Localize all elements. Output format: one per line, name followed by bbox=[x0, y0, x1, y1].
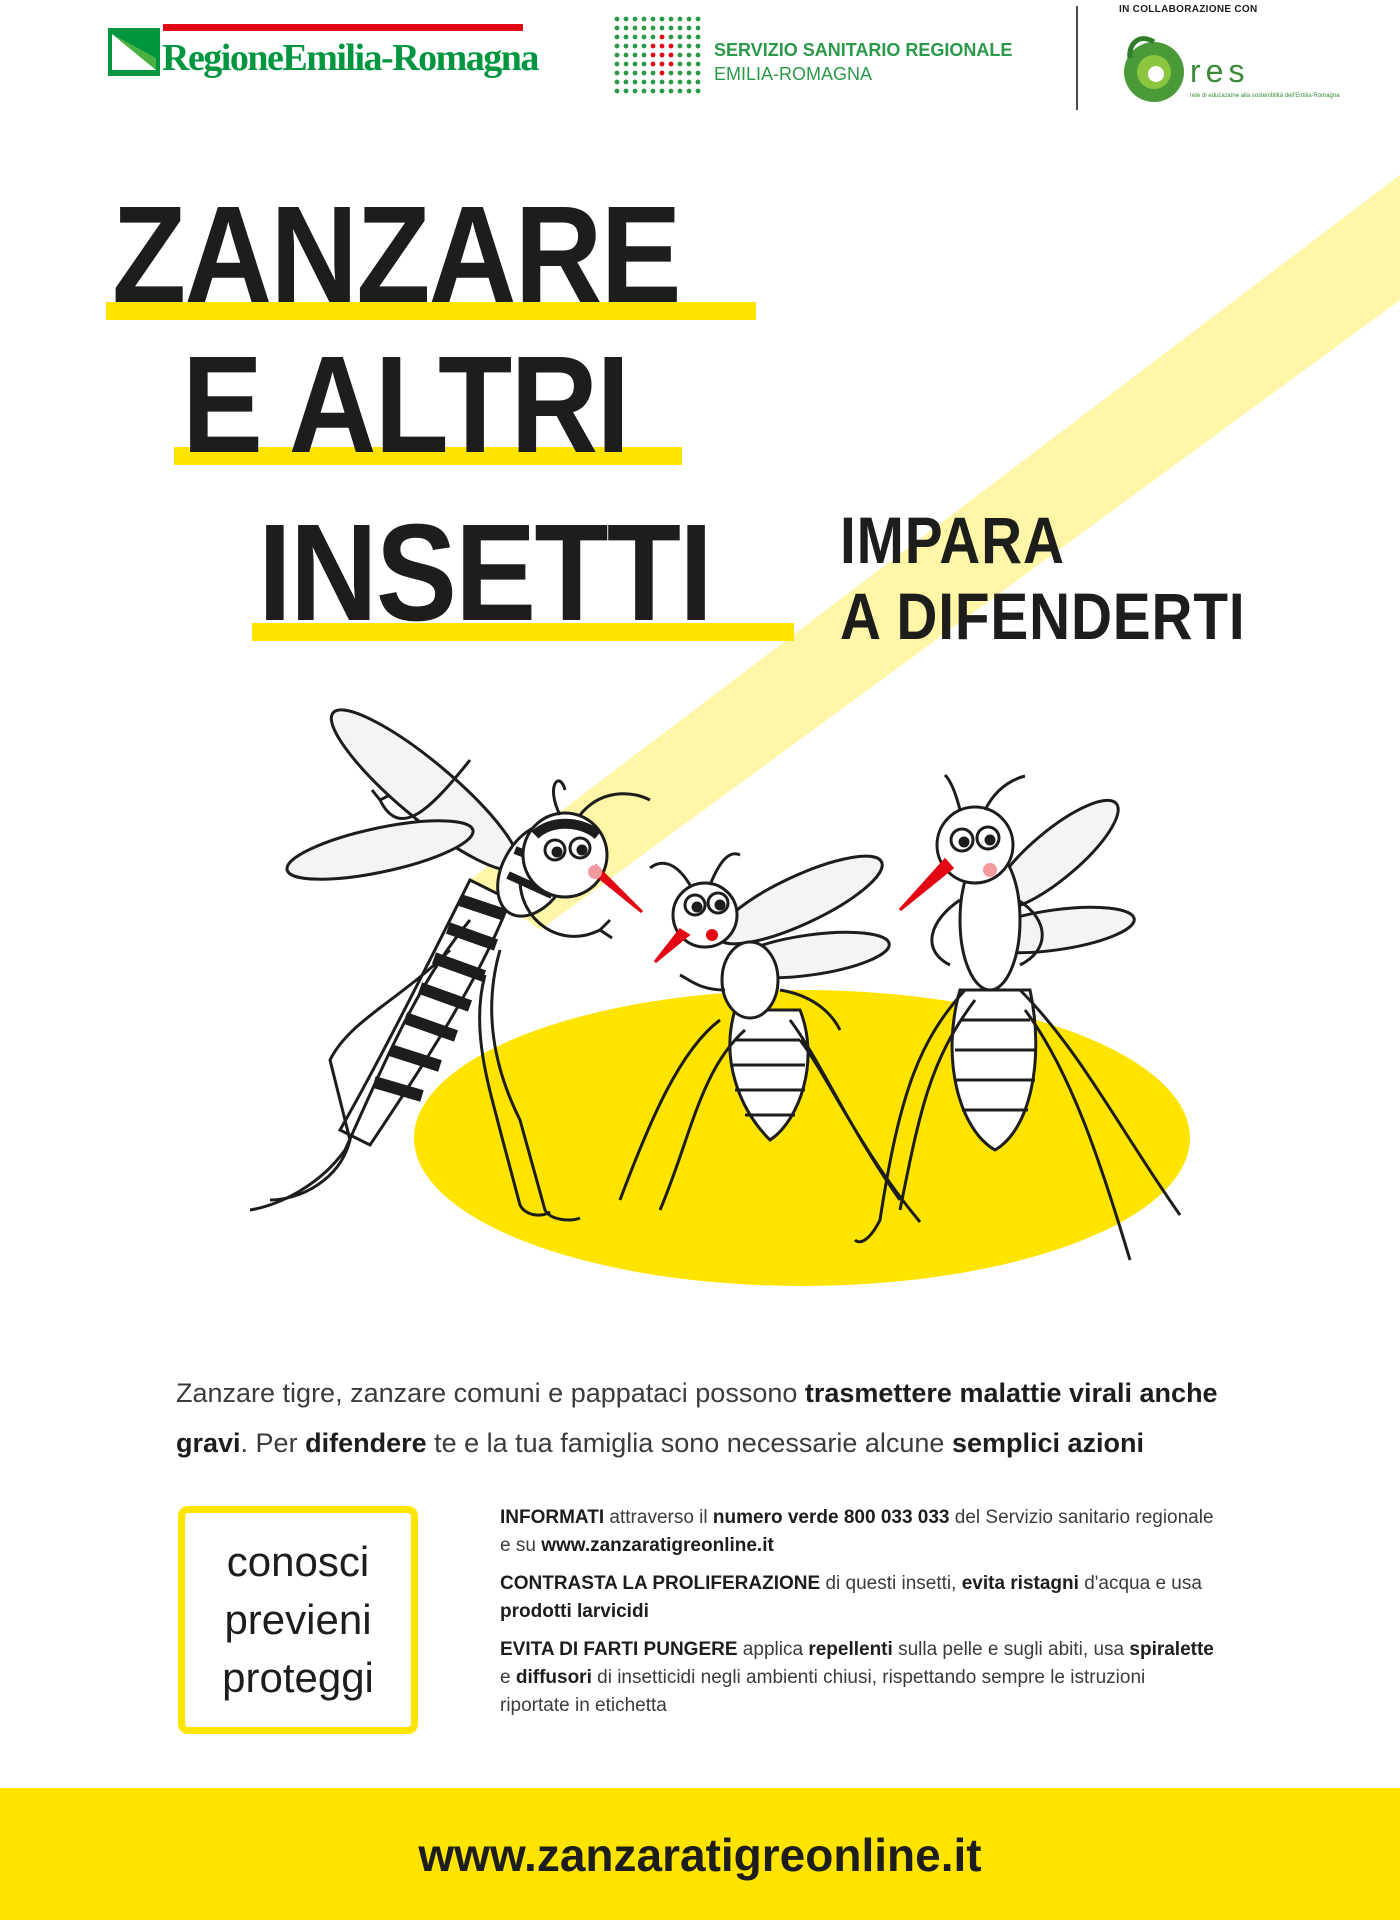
title-line-2: E ALTRI bbox=[182, 328, 629, 482]
subtitle-line-1: IMPARA bbox=[840, 503, 1065, 577]
ores-caption: rete di educazione alla sostenibilità dell'Emilia-Romagna bbox=[1190, 93, 1340, 99]
regione-logo-text: RegioneEmilia-Romagna bbox=[162, 37, 538, 79]
slogan-previeni: previeni bbox=[224, 1596, 372, 1643]
tips-list bbox=[500, 1504, 1220, 1730]
footer-band bbox=[0, 1788, 1400, 1920]
intro-paragraph: Zanzare tigre, zanzare comuni e pappataci possono trasmettere malattie virali anche gravi. Per difendere te e la tua famiglia sono necessarie alcune semplici azioni bbox=[176, 1378, 1218, 1458]
tip-informati: INFORMATI attraverso il numero verde 800 033 033 del Servizio sanitario regionale e su www.zanzaratigreonline.it bbox=[500, 1507, 1214, 1556]
collaboration-label: IN COLLABORAZIONE CON bbox=[1119, 4, 1258, 15]
tip-evita-punture: EVITA DI FARTI PUNGERE applica repellenti sulla pelle e sugli abiti, usa spiralette e diffusori di insetticidi negli ambienti chiusi, rispettando sempre le istruzioni riportate in etichetta bbox=[500, 1639, 1214, 1716]
tip-website-link[interactable]: www.zanzaratigreonline.it bbox=[541, 1535, 774, 1556]
ores-logo-text: res bbox=[1190, 53, 1250, 89]
subtitle-line-2: A DIFENDERTI bbox=[840, 579, 1246, 653]
tip-contrasta: CONTRASTA LA PROLIFERAZIONE di questi insetti, evita ristagni d'acqua e usa prodotti larvicidi bbox=[500, 1573, 1202, 1622]
ssr-line-2: EMILIA-ROMAGNA bbox=[714, 64, 873, 84]
title-line-3: INSETTI bbox=[258, 496, 712, 650]
ssr-line-1: SERVIZIO SANITARIO REGIONALE bbox=[714, 40, 1013, 60]
slogan-proteggi: proteggi bbox=[222, 1654, 374, 1701]
footer-website-link[interactable]: www.zanzaratigreonline.it bbox=[418, 1829, 982, 1881]
title-line-1: ZANZARE bbox=[112, 178, 680, 332]
slogan-conosci: conosci bbox=[226, 1538, 370, 1585]
slogan-box bbox=[178, 1506, 418, 1734]
